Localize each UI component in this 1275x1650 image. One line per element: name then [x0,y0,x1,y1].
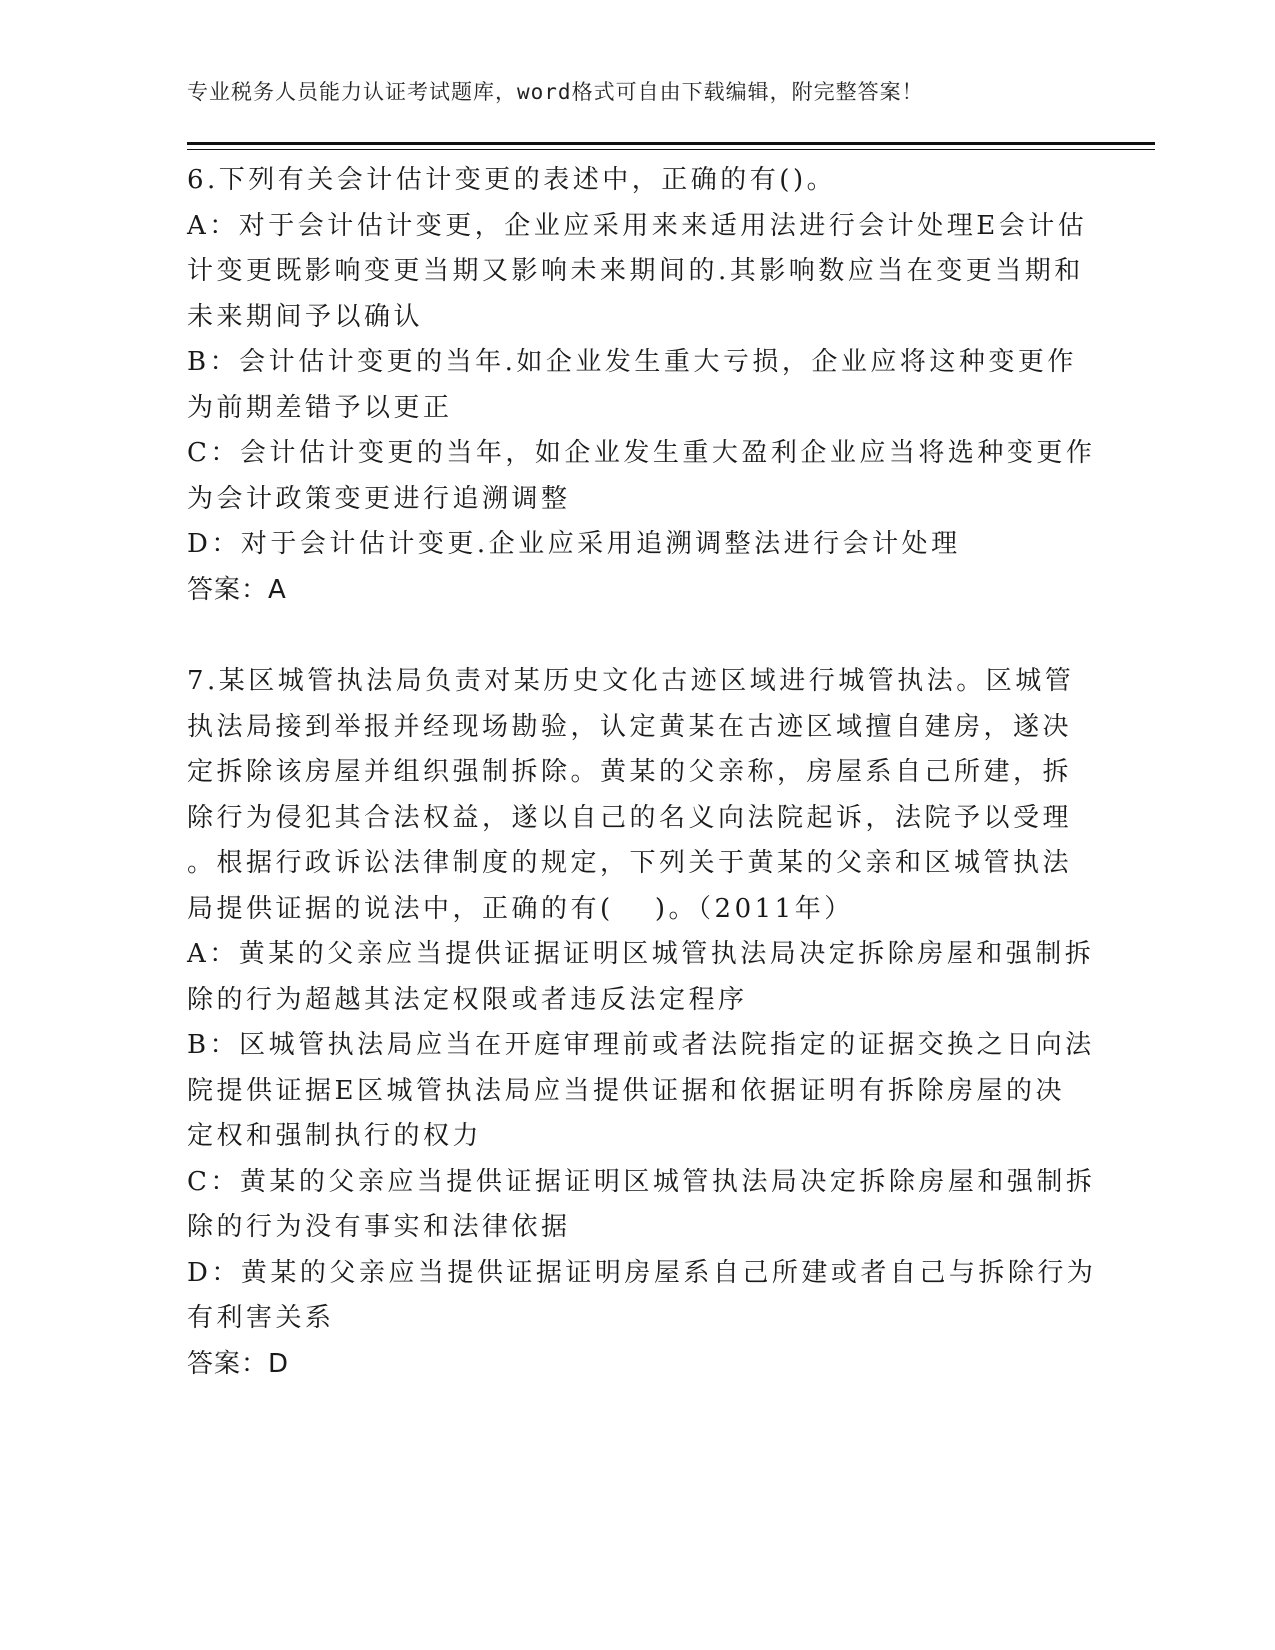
question-6 [187,158,1096,613]
answer-label: 答案：A [187,574,287,605]
option-line: 有利害关系 [187,1303,335,1333]
page-header: 专业税务人员能力认证考试题库，word格式可自由下载编辑，附完整答案！ [187,80,924,104]
option-line: 定权和强制执行的权力 [187,1121,483,1151]
option-line: 除的行为没有事实和法律依据 [187,1212,571,1242]
question-stem-line: 除行为侵犯其合法权益，遂以自己的名义向法院起诉，法院予以受理 [187,802,1073,833]
option-line: A：黄某的父亲应当提供证据证明区城管执法局决定拆除房屋和强制拆 [187,939,1095,969]
option-line: C：会计估计变更的当年，如企业发生重大盈利企业应当将选种变更作 [187,438,1096,468]
option-d [187,1251,1097,1342]
question-stem-line: 7.某区城管执法局负责对某历史文化古迹区域进行城管执法。区城管 [187,666,1075,696]
option-d [187,522,1077,568]
option-line: 计变更既影响变更当期又影响未来期间的.其影响数应当在变更当期和 [187,256,1084,286]
option-b [187,340,1077,431]
question-7 [187,659,1097,1387]
option-line: B：区城管执法局应当在开庭审理前或者法院指定的证据交换之日向法 [187,1030,1095,1060]
answer-label: 答案：D [187,1348,290,1379]
option-b [187,1023,1095,1160]
question-stem-line: 局提供证据的说法中，正确的有( )。（2011年） [187,893,854,924]
option-line: 院提供证据E区城管执法局应当提供证据和依据证明有拆除房屋的决 [187,1075,1065,1106]
option-a [187,932,1095,1023]
option-line: 未来期间予以确认 [187,301,424,332]
option-line: D：黄某的父亲应当提供证据证明房屋系自己所建或者自己与拆除行为 [187,1257,1097,1288]
questions-container [187,158,1097,1387]
option-c [187,431,1096,522]
option-line: C：黄某的父亲应当提供证据证明区城管执法局决定拆除房屋和强制拆 [187,1166,1096,1197]
question-spacer [187,613,1077,659]
option-line: A：对于会计估计变更，企业应采用来来适用法进行会计处理E会计估 [187,210,1088,241]
option-line: B：会计估计变更的当年.如企业发生重大亏损，企业应将这种变更作 [187,347,1077,377]
question-stem-line: 6.下列有关会计估计变更的表述中，正确的有()。 [187,165,837,195]
option-c [187,1160,1096,1251]
option-a [187,204,1088,341]
option-line: 为会计政策变更进行追溯调整 [187,483,571,514]
option-line: D：对于会计估计变更.企业应采用追溯调整法进行会计处理 [187,529,961,559]
option-line: 为前期差错予以更正 [187,392,453,423]
question-stem-line: 定拆除该房屋并组织强制拆除。黄某的父亲称，房屋系自己所建，拆 [187,757,1073,787]
question-stem-line: 执法局接到举报并经现场勘验，认定黄某在古迹区域擅自建房，遂决 [187,711,1073,742]
header-rule-thick [187,142,1155,145]
header-rule-thin [187,149,1155,150]
question-stem-line: 。根据行政诉讼法律制度的规定，下列关于黄某的父亲和区城管执法 [187,848,1073,878]
option-line: 除的行为超越其法定权限或者违反法定程序 [187,984,748,1015]
